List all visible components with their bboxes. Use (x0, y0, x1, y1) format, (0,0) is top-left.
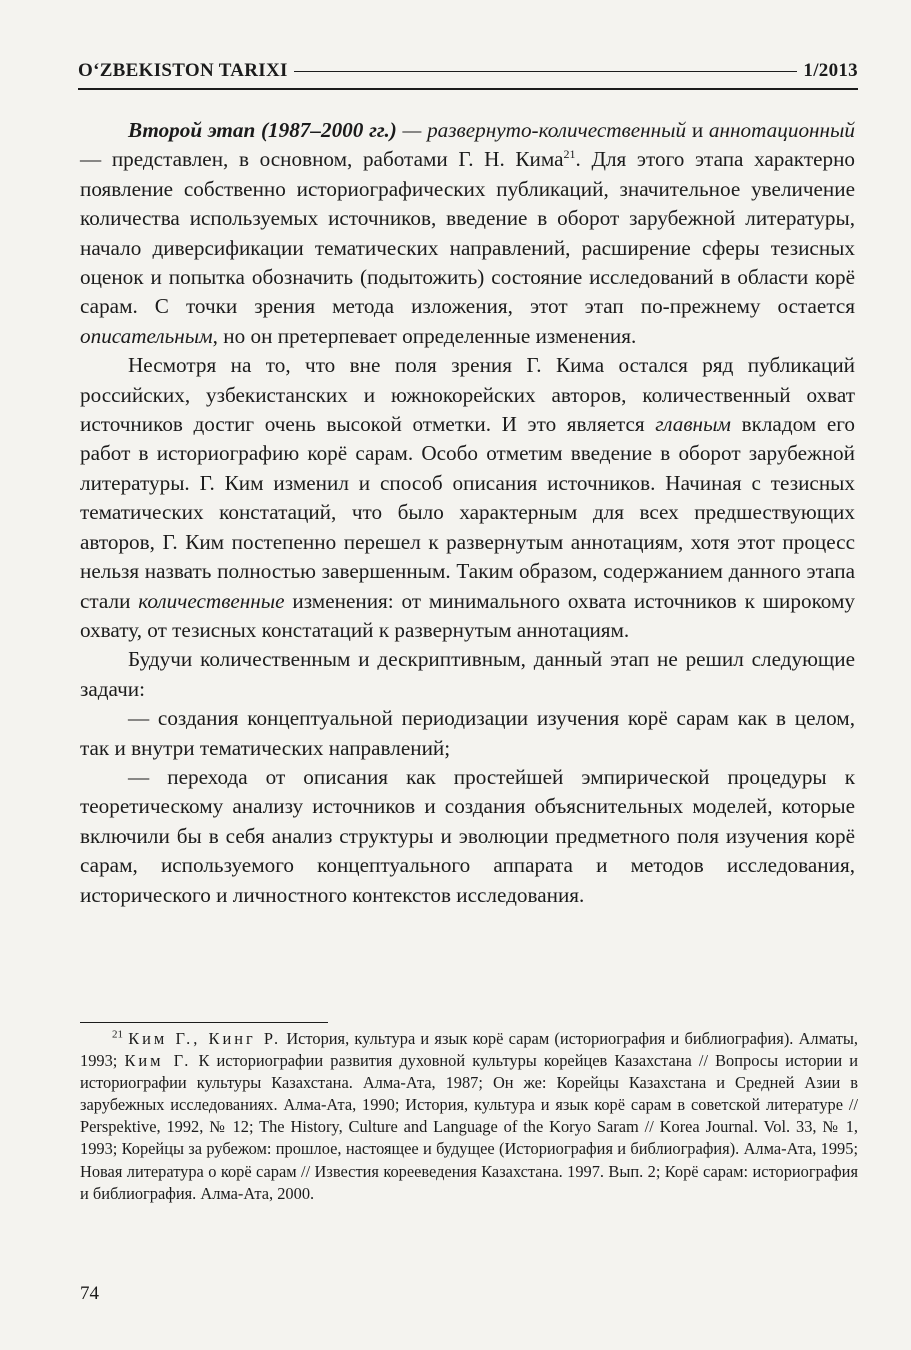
header-rule (78, 88, 858, 90)
footnote-ref: 21 (563, 147, 576, 162)
stage-descriptor-2: аннотационный (708, 118, 855, 142)
footnote (80, 1028, 858, 1205)
issue-number: 1/2013 (803, 60, 858, 81)
paragraph-text: — представлен, в основном, работами Г. Н. Кима (80, 147, 564, 172)
paragraph-text: вкладом его работ в историографию корё сарам. Особо отметим введение в оборот зарубежной литературы. Г. Ким изменил и способ описания источников. Начиная с тезисных тематических констатаций, что было характерным для всех предшествующих авторов, Г. Ким постепенно перешел к развернутым аннотациям, хотя этот процесс нельзя назвать полностью завершенным. Таким образом, содержанием данного этапа стали (80, 412, 855, 613)
paragraph-1 (80, 116, 855, 351)
header-line (294, 71, 798, 72)
footnote-author: Ким Г. (124, 1051, 192, 1071)
footnote-authors: Ким Г., Кинг Р. (128, 1029, 282, 1048)
footnote-text (80, 1028, 858, 1205)
paragraph-text: , но он претерпевает определенные изменения. (212, 323, 637, 348)
paragraph-text: Несмотря на то, что вне поля зрения Г. Кима остался ряд публикаций российских, узбекистанских и южнокорейских авторов, количественный охват источников достиг очень высокой отметки. И это является (80, 353, 855, 437)
emphasis: описательным (80, 323, 213, 348)
list-item-1: — создания концептуальной периодизации изучения корё сарам как в целом, так и внутри тематических направлений; (80, 706, 855, 760)
footnote-citation: История, культура и язык корё сарам (историография и библиография). Алматы, 1993; (80, 1029, 858, 1071)
paragraph-3: Будучи количественным и дескриптивным, данный этап не решил следующие задачи: (80, 647, 855, 701)
stage-heading: Второй этап (1987–2000 гг.) (128, 118, 397, 142)
journal-title: O‘ZBEKISTON TARIXI (78, 60, 288, 81)
page-number: 74 (80, 1283, 99, 1304)
main-text (80, 116, 855, 910)
conjunction: и (686, 118, 709, 142)
stage-descriptor: — развернуто-количественный (396, 118, 687, 142)
list-item-2: — перехода от описания как простейшей эмпирической процедуры к теоретическому анализу источников и создания объяснительных моделей, которые включили бы в себя анализ структуры и эволюции предметного поля изучения корё сарам, используемого концептуального аппарата и методов исследования, исторического и личностного контекстов исследования. (80, 764, 855, 907)
footnote-number: 21 (112, 1028, 123, 1041)
emphasis: количественные (138, 588, 285, 613)
emphasis: главным (655, 412, 731, 437)
paragraph-text: изменения: от минимального охвата источников к широкому охвату, от тезисных констатаций к развернутым аннотациям. (80, 588, 855, 642)
running-header (78, 60, 858, 82)
paragraph-2 (80, 351, 855, 645)
paragraph-text: . Для этого этапа характерно появление собственно историографических публикаций, значительное увеличение количества используемых источников, введение в оборот зарубежной литературы, начало диверсификации тематических направлений, расширение сферы тезисных оценок и попытка обозначить (подытожить) состояние исследований в области корё сарам. С точки зрения метода изложения, этот этап по-прежнему остается (80, 147, 856, 319)
footnote-separator (80, 1022, 328, 1023)
footnote-citation: К историографии развития духовной культуры корейцев Казахстана // Вопросы истории и историографии культуры Казахстана. Алма-Ата, 1987; Он же: Корейцы Казахстана и Средней Азии в зарубежных исследованиях. Алма-Ата, 1990; История, культура и язык корё сарам в советской литературе // Perspektive, 1992, № 12; The History, Culture and Language of the Koryo Saram // Korea Journal. Vol. 33, № 1, 1993; Корейцы за рубежом: прошлое, настоящее и будущее (Историография и библиография). Алма-Ата, 1995; Новая литература о корё сарам // Известия корееведения Казахстана. 1997. Вып. 2; Корё сарам: историография и библиография. Алма-Ата, 2000. (80, 1051, 858, 1203)
